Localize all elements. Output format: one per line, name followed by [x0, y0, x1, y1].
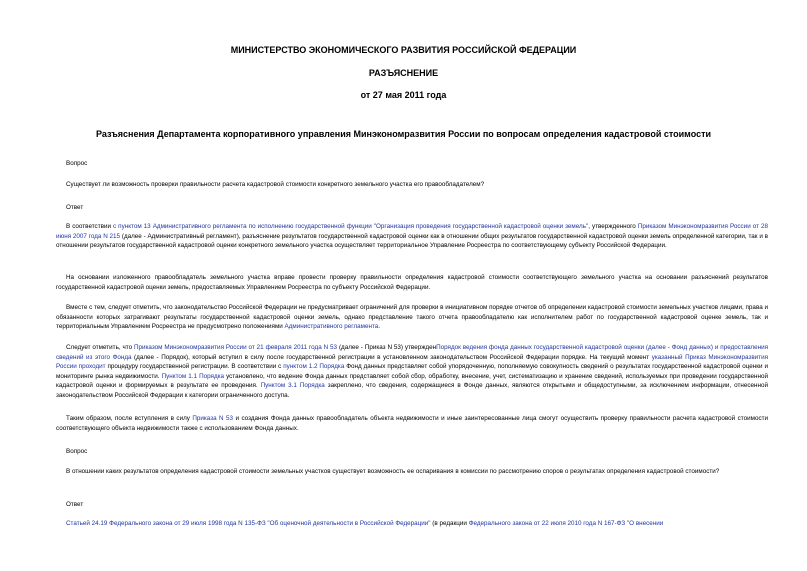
document-date: от 27 мая 2011 года: [360, 90, 447, 100]
question-label: Вопрос: [66, 160, 88, 167]
paragraph-text: .: [378, 323, 381, 331]
paragraph-text: В соответствии: [66, 223, 113, 230]
paragraph-text: (в редакции: [430, 520, 469, 527]
paragraph-text: установлено, что ведение Фонда данных представляет собой сбор, обработку, внесение, учет, систематизацию и хранение сведений, используемых при проведении государственной кадастровой оценки и формируемых в результате ее проведения.: [56, 372, 768, 390]
regulation-link[interactable]: с пунктом 13 Административного регламента по исполнению государственной функции "Организация проведения государственной кадастровой оценки земель": [113, 223, 589, 230]
paragraph: [56, 343, 768, 401]
order-link[interactable]: Приказа N 53: [192, 415, 234, 422]
law-link[interactable]: Статьей 24.19 Федерального закона от 29 июля 1998 года N 135-ФЗ "Об оценочной деятельности в Российской Федерации": [66, 520, 431, 527]
paragraph: [56, 273, 768, 292]
paragraph-text: Фонд данных представляет собой упорядоченную, пополняемую совокупность сведений о результатах государственной кадастровой оценки и мониторинге рынка недвижимости.: [56, 363, 768, 380]
paragraph-text: Следует отметить, что: [66, 344, 134, 351]
paragraph-text: процедуру государственной регистрации. В соответствии с: [105, 363, 284, 371]
law-link[interactable]: Федерального закона от 22 июля 2010 года N 167-ФЗ "О внесении: [468, 520, 664, 527]
procedure-clause-link[interactable]: Пунктом 3.1 Порядка: [260, 382, 325, 390]
order-link[interactable]: указанный Приказ Минэкономразвития России проходит: [56, 353, 768, 371]
procedure-link[interactable]: Порядок ведения фонда данных государственной кадастровой оценки (далее - Фонд данных) и предоставления сведений из этого Фонда: [56, 344, 768, 361]
ministry-heading: МИНИСТЕРСТВО ЭКОНОМИЧЕСКОГО РАЗВИТИЯ РОССИЙСКОЙ ФЕДЕРАЦИИ: [230, 45, 577, 55]
regulation-link[interactable]: Административного регламента: [284, 323, 379, 331]
document-type-heading: РАЗЪЯСНЕНИЕ: [368, 68, 439, 78]
question-text: Существует ли возможность проверки правильности расчета кадастровой стоимости конкретного земельного участка его правообладателем?: [66, 181, 485, 188]
paragraph: [56, 222, 768, 251]
paragraph-text: (далее - Приказ N 53) утвержден: [337, 344, 437, 351]
paragraph: [56, 303, 768, 332]
paragraph-text: , утвержденного: [588, 223, 638, 230]
question-text: В отношении каких результатов определения кадастровой стоимости земельных участков существует возможность ее оспаривания в комиссии по рассмотрению споров о результатах определения кадастровой стоимости?: [66, 468, 720, 475]
procedure-clause-link[interactable]: пунктом 1.2 Порядка: [283, 363, 345, 371]
answer-label: Ответ: [66, 501, 84, 508]
order-link[interactable]: Приказом Минэкономразвития России от 21 февраля 2011 года N 53: [133, 344, 338, 351]
procedure-clause-link[interactable]: Пунктом 1.1 Порядка: [161, 372, 225, 380]
paragraph-text: (далее - Административный регламент), разъяснение результатов государственной кадастровой оценки как в отношении общих результатов государственной кадастровой оценки земель определенной категории, так и в отношении результатов государственной кадастровой оценки конкретного земельного участка осуществляет территориальное Управление Росреестра по соответствующему субъекту Российской Федерации.: [56, 232, 768, 250]
document-title: Разъяснения Департамента корпоративного управления Минэкономразвития России по вопросам определения кадастровой стоимости: [95, 129, 712, 139]
paragraph-text: Таким образом, после вступления в силу: [66, 415, 193, 422]
answer-label: Ответ: [66, 204, 84, 211]
paragraph: [56, 414, 768, 433]
order-link[interactable]: Приказом Минэкономразвития России от 28 июня 2007 года N 215: [56, 223, 768, 240]
paragraph: [56, 519, 768, 529]
paragraph-text: закреплено, что сведения, содержащиеся в Фонде данных, являются открытыми и общедоступными, за исключением информации, отнесенной законодательством Российской Федерации к категории ограниченного доступа.: [56, 382, 768, 399]
paragraph-text: и создания Фонда данных правообладатель объекта недвижимости и иные заинтересованные лица смогут осуществить проверку правильности расчета кадастровой стоимости соответствующего объекта недвижимости также с использованием Фонда данных.: [56, 415, 768, 432]
paragraph-text: (далее - Порядок), который вступил в силу после государственной регистрации в установленном законодательством Российской Федерации порядке. На текущий момент: [131, 353, 652, 361]
paragraph-text: Вместе с тем, следует отметить, что законодательство Российской Федерации не предусматривает ограничений для проверки в инициативном порядке отчетов об определении кадастровой стоимости земельных участков лицами, права и обязанности которых затрагивают результаты государственной кадастровой оценки земель, однако представление такого отчета правообладателю как исполнителем работ по государственной кадастровой оценке земель, так и территориальным Управлением Росреестра не предусмотрено положениями: [56, 304, 768, 331]
question-label: Вопрос: [66, 448, 88, 455]
paragraph-text: На основании изложенного правообладатель земельного участка вправе провести проверку правильности определения кадастровой стоимости соответствующего земельного участка на основании разъяснений результатов государственной кадастровой оценки земель, предоставляемых Управлением Росреестра по субъекту Российской Федерации.: [56, 274, 768, 291]
